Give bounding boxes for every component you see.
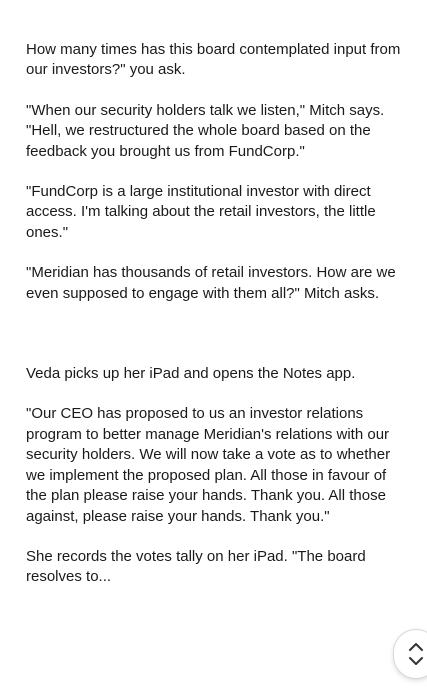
page-nav-control bbox=[394, 630, 427, 678]
chevron-down-icon[interactable] bbox=[408, 655, 424, 667]
paragraph: "FundCorp is a large institutional investor with direct access. I'm talking about the retail investors, the little ones." bbox=[26, 183, 376, 241]
paragraph-spacer bbox=[26, 162, 406, 182]
paragraph: "Our CEO has proposed to us an investor relations program to better manage Meridian's relations with our security holders. We will now take a vote as to whether we implement the proposed plan. All those in favour of the plan please raise your hands. Thank you. All those against, please raise your hands. Thank you." bbox=[26, 405, 391, 525]
paragraph: She records the votes tally on her iPad. "The board resolves to... bbox=[26, 547, 366, 586]
chevron-up-icon[interactable] bbox=[408, 641, 424, 653]
paragraph: "When our security holders talk we listen," Mitch says. "Hell, we restructured the whole board based on the feedback you brought us from FundCorp." bbox=[26, 101, 385, 160]
paragraph-spacer bbox=[26, 527, 406, 547]
paragraph: "Meridian has thousands of retail investors. How are we even supposed to engage with them all?" Mitch asks. bbox=[26, 264, 396, 302]
paragraph-spacer bbox=[26, 81, 406, 101]
section-break bbox=[26, 304, 406, 364]
document-body bbox=[26, 40, 406, 588]
paragraph-spacer bbox=[26, 384, 406, 404]
paragraph: Veda picks up her iPad and opens the Notes app. bbox=[26, 365, 356, 383]
paragraph: How many times has this board contemplated input from our investors?" you ask. bbox=[26, 41, 401, 79]
paragraph-spacer bbox=[26, 243, 406, 263]
